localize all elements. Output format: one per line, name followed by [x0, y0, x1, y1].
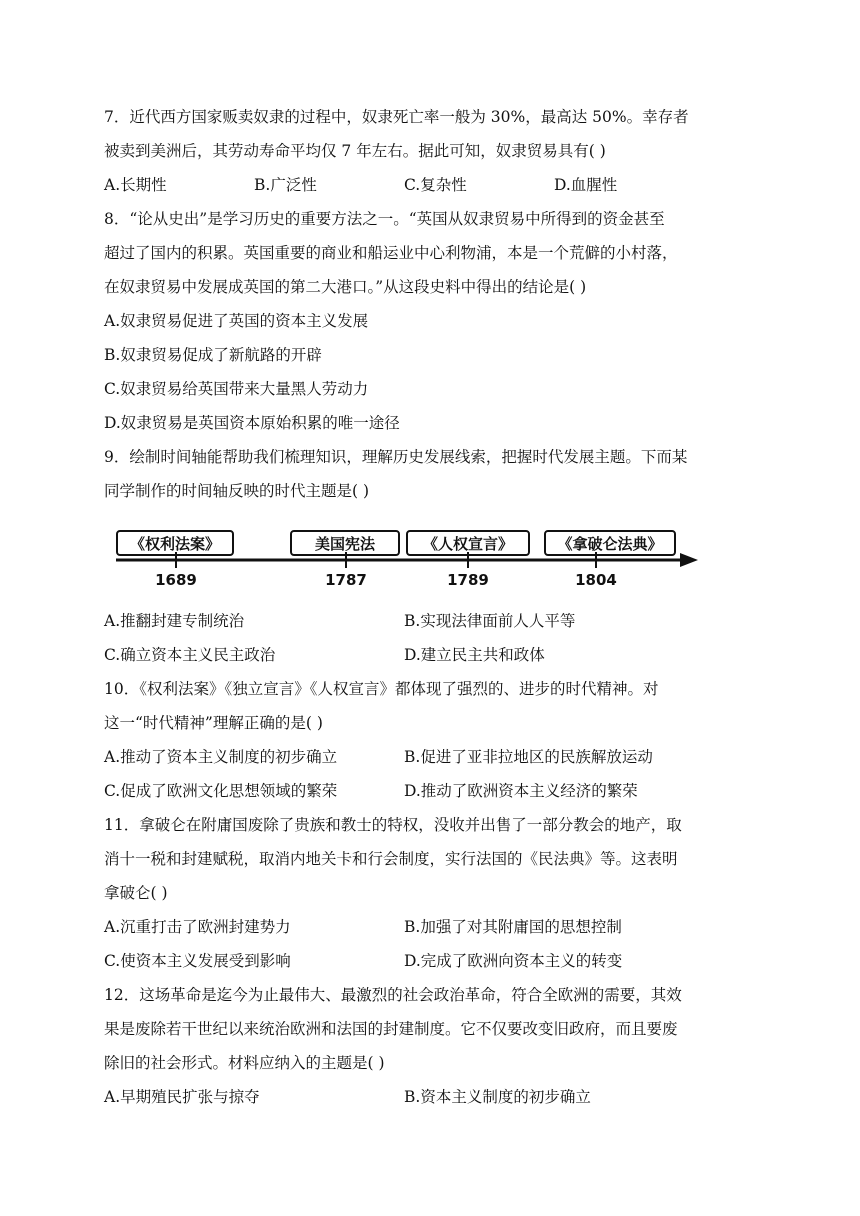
option-c: C.奴隶贸易给英国带来大量黑人劳动力 [104, 380, 369, 398]
option-d: D.血腥性 [554, 176, 618, 194]
question-9 [104, 440, 759, 672]
option-b: B.奴隶贸易促成了新航路的开辟 [104, 346, 322, 364]
option-c: C.促成了欧洲文化思想领域的繁荣 [104, 782, 338, 800]
timeline-year: 1789 [447, 571, 489, 589]
timeline-figure [104, 518, 759, 604]
timeline-label: 《人权宣言》 [406, 530, 530, 556]
option-c: C.复杂性 [404, 176, 467, 194]
question-text: 10．《权利法案》《独立宣言》《人权宣言》都体现了强烈的、进步的时代精神。对 [104, 680, 659, 698]
question-text: 8．“论从史出”是学习历史的重要方法之一。“英国从奴隶贸易中所得到的资金甚至 [104, 210, 665, 228]
option-c: C.确立资本主义民主政治 [104, 646, 276, 664]
option-b: B.加强了对其附庸国的思想控制 [404, 918, 622, 936]
option-b: B.广泛性 [254, 176, 317, 194]
option-a: A.推动了资本主义制度的初步确立 [104, 748, 338, 766]
timeline-label: 美国宪法 [290, 530, 400, 556]
option-a: A.长期性 [104, 176, 167, 194]
options-row [104, 168, 759, 202]
option-a: A.沉重打击了欧洲封建势力 [104, 918, 291, 936]
question-text: 除旧的社会形式。材料应纳入的主题是( ) [104, 1054, 385, 1072]
option-c: C.使资本主义发展受到影响 [104, 952, 291, 970]
question-text: 这一“时代精神”理解正确的是( ) [104, 714, 323, 732]
option-a: A.早期殖民扩张与掠夺 [104, 1088, 260, 1106]
question-text: 同学制作的时间轴反映的时代主题是( ) [104, 482, 370, 500]
question-text: 果是废除若干世纪以来统治欧洲和法国的封建制度。它不仅要改变旧政府，而且要废 [104, 1020, 678, 1038]
question-text: 11．拿破仑在附庸国废除了贵族和教士的特权，没收并出售了一部分教会的地产，取 [104, 816, 682, 834]
question-text: 12．这场革命是迄今为止最伟大、最激烈的社会政治革命，符合全欧洲的需要，其效 [104, 986, 682, 1004]
options-row [104, 1080, 759, 1114]
question-7 [104, 100, 759, 202]
question-text: 7．近代西方国家贩卖奴隶的过程中，奴隶死亡率一般为 30%，最高达 50%。幸存者 [104, 108, 689, 126]
options-row [104, 638, 759, 672]
options-row [104, 944, 759, 978]
timeline-label: 《拿破仑法典》 [544, 530, 676, 556]
exam-page [104, 100, 759, 1114]
timeline-year: 1787 [325, 571, 367, 589]
question-8 [104, 202, 759, 440]
timeline-year: 1689 [155, 571, 197, 589]
option-d: D.完成了欧洲向资本主义的转变 [404, 952, 623, 970]
question-text: 消十一税和封建赋税，取消内地关卡和行会制度，实行法国的《民法典》等。这表明 [104, 850, 678, 868]
question-10 [104, 672, 759, 808]
question-11 [104, 808, 759, 978]
timeline-label: 《权利法案》 [116, 530, 234, 556]
question-text: 被卖到美洲后，其劳动寿命平均仅 7 年左右。据此可知，奴隶贸易具有( ) [104, 142, 606, 160]
question-12 [104, 978, 759, 1114]
options-row [104, 774, 759, 808]
question-text: 在奴隶贸易中发展成英国的第二大港口。”从这段史料中得出的结论是( ) [104, 278, 587, 296]
question-text: 超过了国内的积累。英国重要的商业和船运业中心利物浦，本是一个荒僻的小村落， [104, 244, 678, 262]
option-b: B.促进了亚非拉地区的民族解放运动 [404, 748, 653, 766]
option-a: A.推翻封建专制统治 [104, 612, 245, 630]
timeline-year: 1804 [575, 571, 617, 589]
option-d: D.推动了欧洲资本主义经济的繁荣 [404, 782, 638, 800]
options-row [104, 604, 759, 638]
option-a: A.奴隶贸易促进了英国的资本主义发展 [104, 312, 369, 330]
options-row [104, 910, 759, 944]
option-d: D.奴隶贸易是英国资本原始积累的唯一途径 [104, 414, 400, 432]
question-text: 拿破仑( ) [104, 884, 168, 902]
options-row [104, 740, 759, 774]
option-b: B.资本主义制度的初步确立 [404, 1088, 591, 1106]
option-b: B.实现法律面前人人平等 [404, 612, 576, 630]
option-d: D.建立民主共和政体 [404, 646, 545, 664]
question-text: 9．绘制时间轴能帮助我们梳理知识，理解历史发展线索，把握时代发展主题。下而某 [104, 448, 688, 466]
